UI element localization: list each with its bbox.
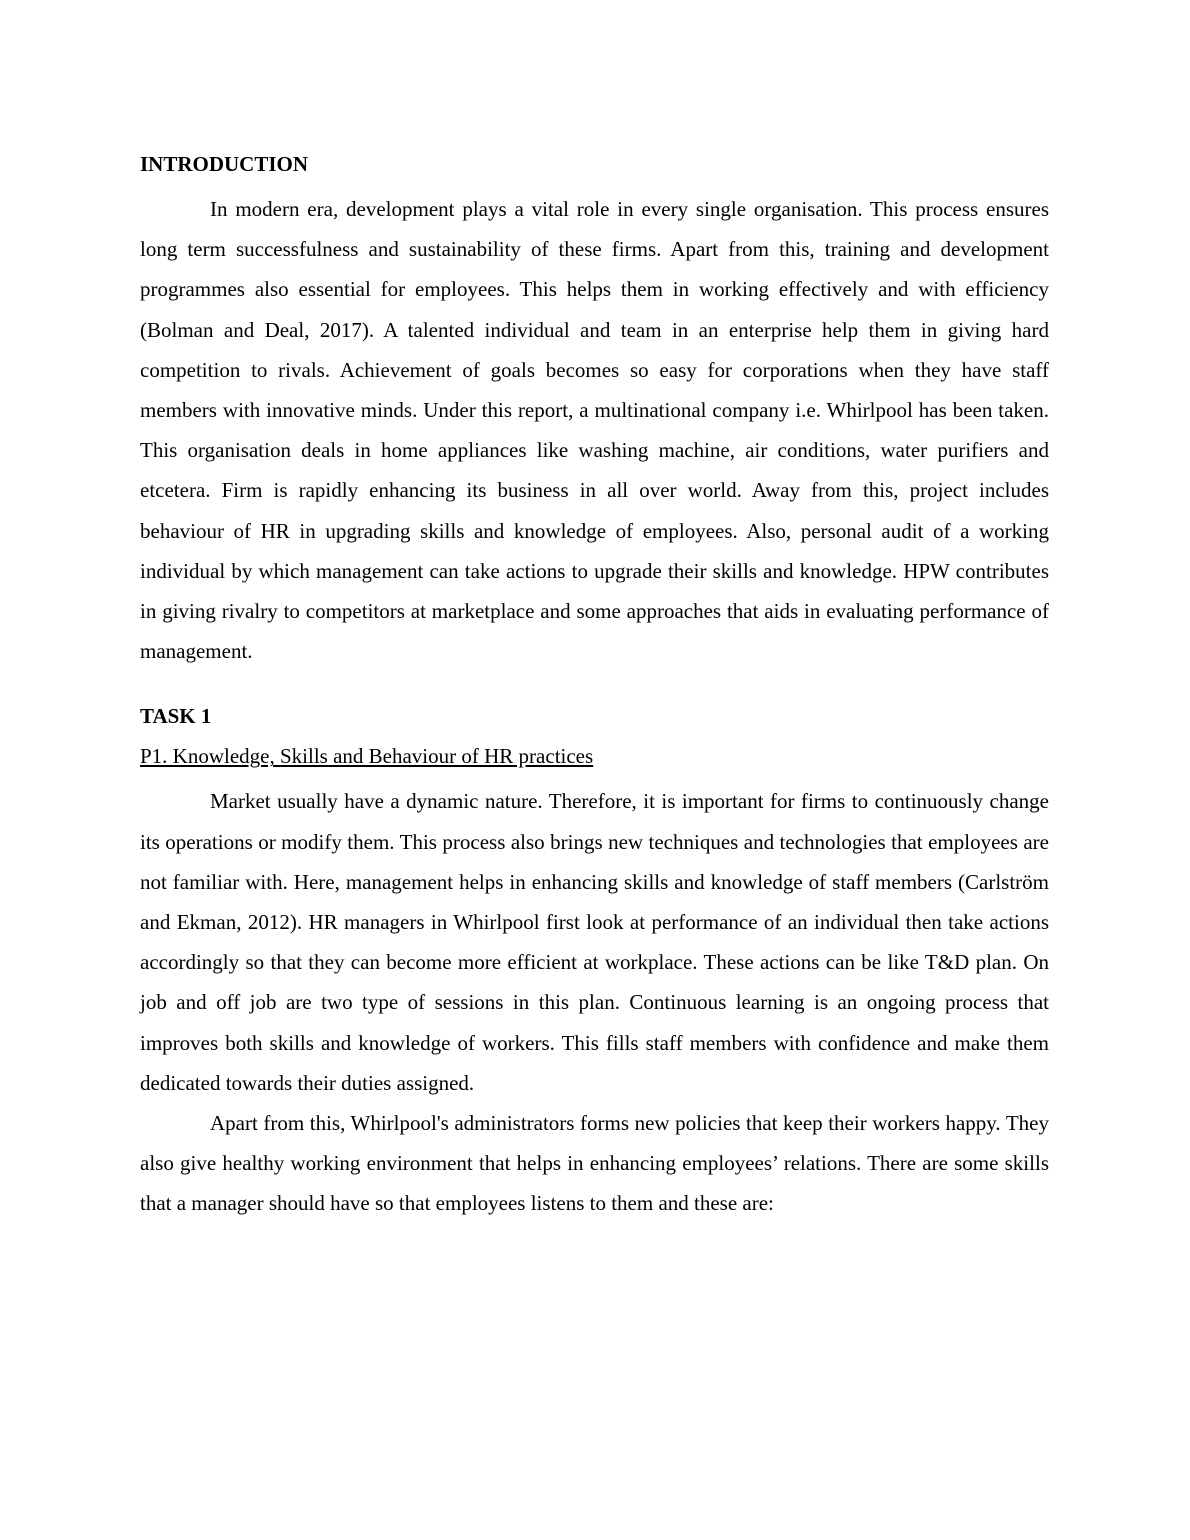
introduction-heading: INTRODUCTION	[140, 152, 309, 176]
page-content	[140, 148, 1049, 1224]
task1-heading: TASK 1	[140, 704, 212, 729]
introduction-paragraph: In modern era, development plays a vital role in every single organisation. This process ensures long term successfulness and sustainability of these firms. Apart from this, training and development programmes also essential for employees. This helps them in working effectively and with efficiency (Bolman and Deal, 2017). A talented individual and team in an enterprise help them in giving hard competition to rivals. Achievement of goals becomes so easy for corporations when they have staff members with innovative minds. Under this report, a multinational company i.e. Whirlpool has been taken. This organisation deals in home appliances like washing machine, air conditions, water purifiers and etcetera. Firm is rapidly enhancing its business in all over world. Away from this, project includes behaviour of HR in upgrading skills and knowledge of employees. Also, personal audit of a working individual by which management can take actions to upgrade their skills and knowledge. HPW contributes in giving rivalry to competitors at marketplace and some approaches that aids in evaluating performance of management.	[140, 197, 1049, 664]
task1-subheading: P1. Knowledge, Skills and Behaviour of HR practices	[140, 744, 594, 769]
task1-paragraph-1: Market usually have a dynamic nature. Therefore, it is important for firms to continuously change its operations or modify them. This process also brings new techniques and technologies that employees are not familiar with. Here, management helps in enhancing skills and knowledge of staff members (Carlström and Ekman, 2012). HR managers in Whirlpool first look at performance of an individual then take actions accordingly so that they can become more efficient at workplace. These actions can be like T&D plan. On job and off job are two type of sessions in this plan. Continuous learning is an ongoing process that improves both skills and knowledge of workers. This fills staff members with confidence and make them dedicated towards their duties assigned.	[140, 789, 1049, 1095]
task1-paragraph-2: Apart from this, Whirlpool's administrators forms new policies that keep their workers happy. They also give healthy working environment that helps in enhancing employees’ relations. There are some skills that a manager should have so that employees listens to them and these are:	[140, 1111, 1049, 1216]
